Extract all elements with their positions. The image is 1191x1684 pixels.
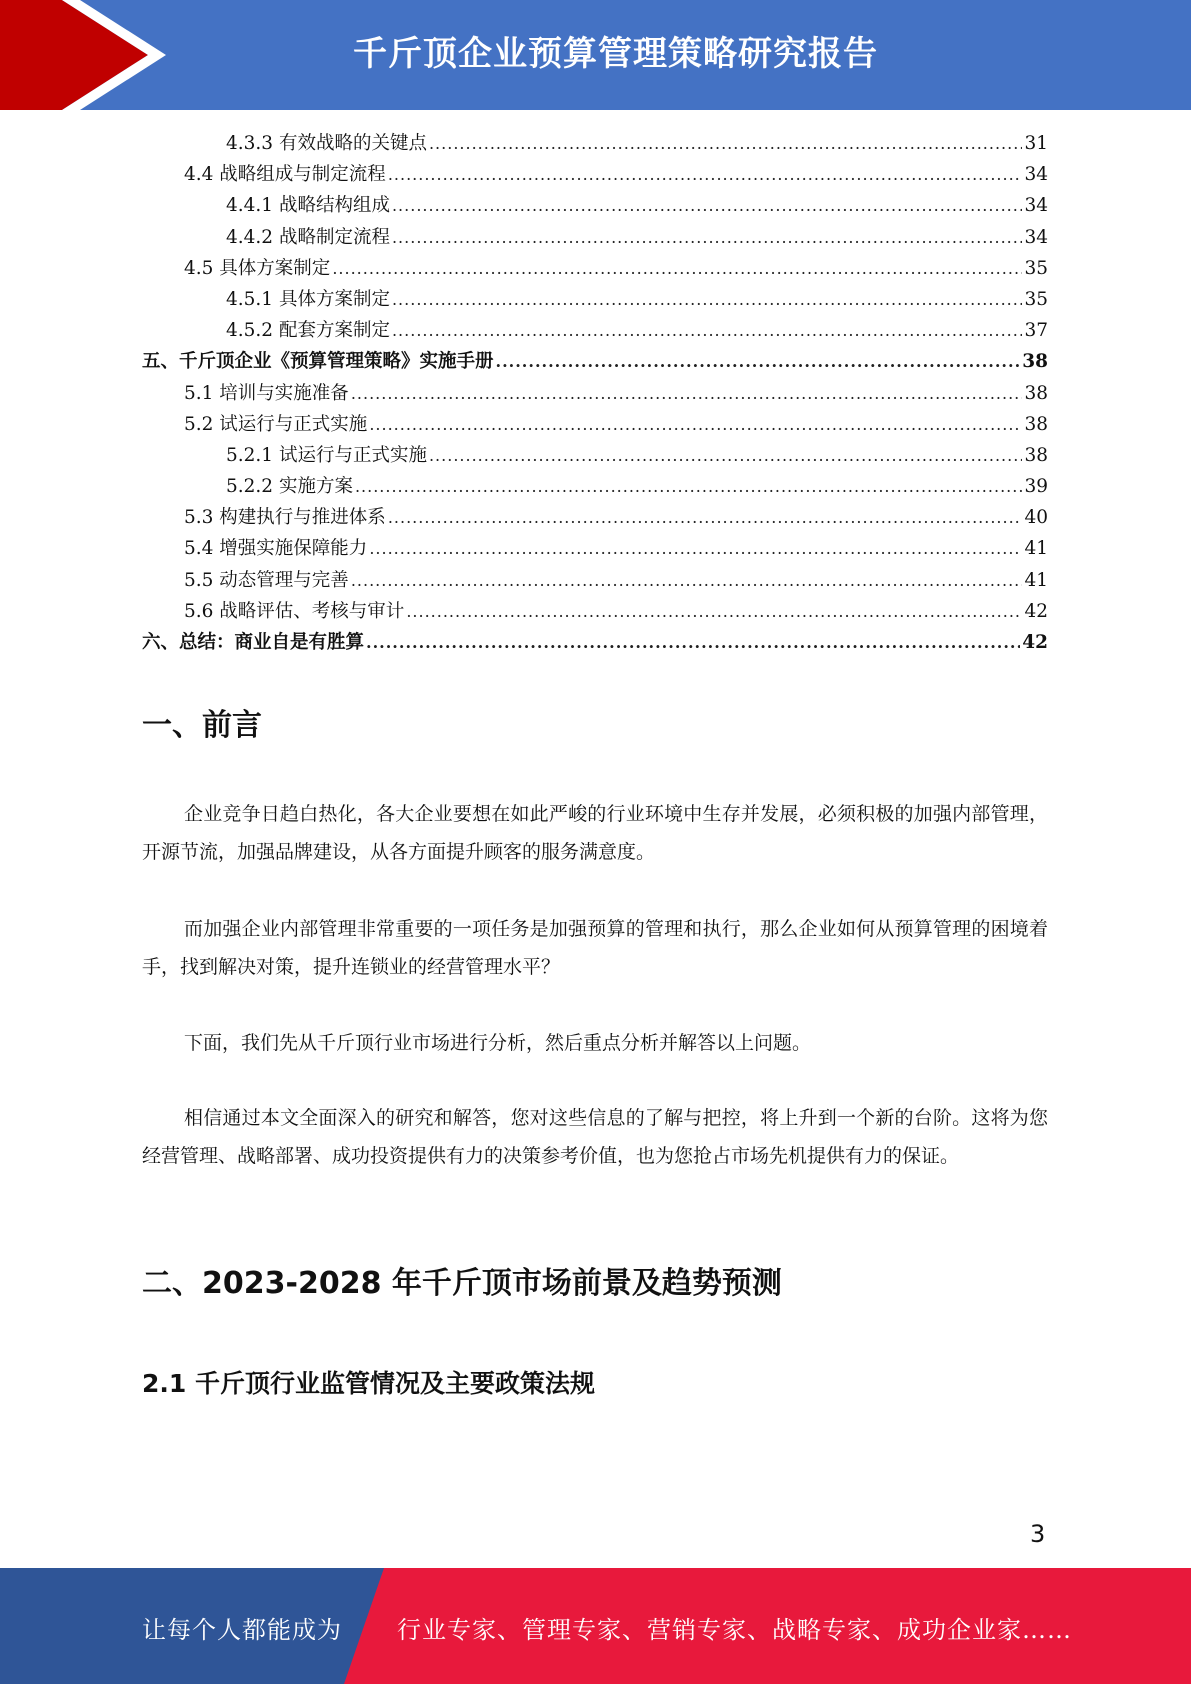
toc-entry[interactable] — [142, 378, 1048, 409]
toc-dot-leader — [392, 222, 1022, 253]
document-title: 千斤顶企业预算管理策略研究报告 — [353, 34, 878, 74]
toc-entry[interactable] — [142, 533, 1048, 564]
paragraph: 相信通过本文全面深入的研究和解答，您对这些信息的了解与把控，将上升到一个新的台阶。这将为您经营管理、战略部署、成功投资提供有力的决策参考价值，也为您抢占市场先机提供有力的保证。 — [142, 1107, 1048, 1167]
toc-entry-page: 40 — [1024, 507, 1048, 529]
toc-entry-page: 34 — [1024, 226, 1048, 248]
toc-dot-leader — [406, 596, 1022, 627]
toc-dot-leader — [429, 440, 1022, 471]
toc-entry-page: 42 — [1024, 600, 1048, 622]
toc-entry[interactable] — [142, 253, 1048, 284]
toc-dot-leader — [496, 346, 1021, 377]
toc-dot-leader — [392, 284, 1022, 315]
toc-entry-label: 4.4 战略组成与制定流程 — [184, 164, 386, 186]
toc-dot-leader — [366, 627, 1020, 658]
toc-entry-page: 39 — [1024, 476, 1048, 498]
toc-dot-leader — [351, 565, 1023, 596]
toc-dot-leader — [429, 128, 1022, 159]
toc-entry-label: 5.2.1 试运行与正式实施 — [226, 444, 427, 466]
paragraph: 企业竞争日趋白热化，各大企业要想在如此严峻的行业环境中生存并发展，必须积极的加强内部管理，开源节流，加强品牌建设，从各方面提升顾客的服务满意度。 — [142, 803, 1048, 863]
toc-dot-leader — [392, 315, 1022, 346]
toc-entry[interactable] — [142, 440, 1048, 471]
toc-entry-label: 5.1 培训与实施准备 — [184, 382, 349, 404]
toc-entry[interactable] — [142, 627, 1048, 658]
toc-entry[interactable] — [142, 284, 1048, 315]
toc-entry-page: 41 — [1024, 569, 1048, 591]
toc-entry[interactable] — [142, 190, 1048, 221]
toc-entry[interactable] — [142, 409, 1048, 440]
toc-dot-leader — [332, 253, 1022, 284]
toc-entry-label: 4.5 具体方案制定 — [184, 257, 331, 279]
toc-entry-page: 38 — [1024, 444, 1048, 466]
toc-entry[interactable] — [142, 128, 1048, 159]
toc-dot-leader — [388, 502, 1023, 533]
toc-dot-leader — [355, 471, 1023, 502]
toc-entry-page: 41 — [1024, 538, 1048, 560]
toc-entry-label: 5.4 增强实施保障能力 — [184, 538, 368, 560]
toc-entry-page: 38 — [1022, 351, 1048, 373]
toc-entry-page: 31 — [1024, 133, 1048, 154]
toc-entry-label: 5.3 构建执行与推进体系 — [184, 507, 386, 529]
footer-slogan-right: 行业专家、管理专家、营销专家、战略专家、成功企业家…… — [397, 1616, 1072, 1644]
toc-entry[interactable] — [142, 346, 1048, 377]
paragraph: 而加强企业内部管理非常重要的一项任务是加强预算的管理和执行，那么企业如何从预算管理的困境着手，找到解决对策，提升连锁业的经营管理水平？ — [142, 918, 1048, 978]
paragraph: 下面，我们先从千斤顶行业市场进行分析，然后重点分析并解答以上问题。 — [184, 1032, 812, 1054]
toc-entry[interactable] — [142, 596, 1048, 627]
subsection-heading-regulation: 2.1 千斤顶行业监管情况及主要政策法规 — [142, 1369, 595, 1398]
toc-entry[interactable] — [142, 159, 1048, 190]
toc-entry-page: 34 — [1024, 164, 1048, 186]
toc-entry[interactable] — [142, 565, 1048, 596]
toc-entry-page: 35 — [1024, 288, 1048, 310]
toc-entry-label: 六、总结：商业自是有胜算 — [142, 632, 365, 653]
toc-entry[interactable] — [142, 315, 1048, 346]
toc-dot-leader — [369, 409, 1022, 440]
toc-entry[interactable] — [142, 502, 1048, 533]
toc-entry-label: 五、千斤顶企业《预算管理策略》实施手册 — [142, 351, 494, 373]
toc-entry-label: 4.4.2 战略制定流程 — [226, 226, 390, 248]
toc-entry-label: 4.5.1 具体方案制定 — [226, 288, 390, 310]
section-heading-market-forecast: 二、2023-2028 年千斤顶市场前景及趋势预测 — [142, 1266, 782, 1301]
toc-entry-page: 37 — [1024, 320, 1048, 342]
toc-entry[interactable] — [142, 222, 1048, 253]
toc-entry-label: 5.5 动态管理与完善 — [184, 569, 349, 591]
footer-slogan-left: 让每个人都能成为 — [142, 1616, 342, 1644]
section-heading-preface: 一、前言 — [142, 708, 262, 743]
toc-entry-label: 5.2.2 实施方案 — [226, 476, 353, 498]
toc-dot-leader — [388, 159, 1023, 190]
toc-entry-page: 35 — [1024, 257, 1048, 279]
toc-entry-page: 38 — [1024, 413, 1048, 435]
toc-entry-label: 4.3.3 有效战略的关键点 — [226, 133, 427, 154]
toc-entry[interactable] — [142, 471, 1048, 502]
toc-entry-label: 5.2 试运行与正式实施 — [184, 413, 368, 435]
toc-entry-page: 34 — [1024, 195, 1048, 217]
page-footer — [0, 1568, 1191, 1684]
toc-entry-label: 5.6 战略评估、考核与审计 — [184, 600, 405, 622]
toc-entry-page: 38 — [1024, 382, 1048, 404]
page-number: 3 — [1030, 1520, 1046, 1548]
page-header — [0, 0, 1191, 110]
toc-dot-leader — [369, 533, 1022, 564]
toc-entry-label: 4.4.1 战略结构组成 — [226, 195, 390, 217]
toc-dot-leader — [351, 378, 1023, 409]
toc-dot-leader — [392, 190, 1022, 221]
toc-entry-label: 4.5.2 配套方案制定 — [226, 320, 390, 342]
toc-entry-page: 42 — [1022, 632, 1048, 653]
table-of-contents — [142, 128, 1048, 658]
